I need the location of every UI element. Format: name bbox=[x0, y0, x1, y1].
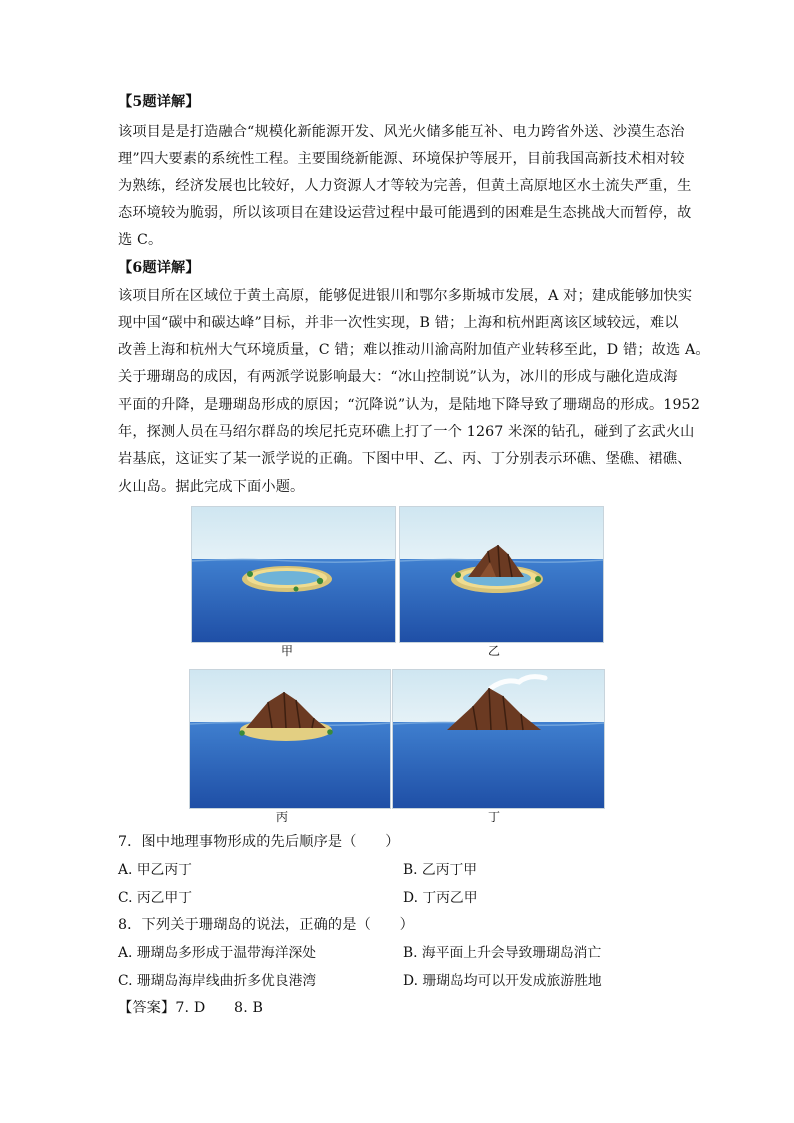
question-7-option-d: D. 丁丙乙甲 bbox=[403, 890, 478, 906]
section5-line: 态环境较为脆弱，所以该项目在建设运营过程中最可能遇到的困难是生态挑战大而暂停，故 bbox=[118, 205, 692, 221]
question-7-option-b: B. 乙丙丁甲 bbox=[403, 862, 478, 878]
intro-line: 火山岛。据此完成下面小题。 bbox=[118, 479, 305, 495]
section5-line: 该项目是是打造融合“规模化新能源开发、风光火储多能互补、电力跨省外送、沙漠生态治 bbox=[118, 124, 685, 140]
figure-atoll bbox=[191, 506, 396, 643]
section5-line: 为熟练，经济发展也比较好，人力资源人才等较为完善，但黄土高原地区水土流失严重，生 bbox=[118, 178, 692, 194]
question-8-option-b: B. 海平面上升会导致珊瑚岛消亡 bbox=[403, 945, 602, 961]
question-8-option-d: D. 珊瑚岛均可以开发成旅游胜地 bbox=[403, 973, 602, 989]
intro-line: 年，探测人员在马绍尔群岛的埃尼托克环礁上打了一个 1267 米深的钻孔，碰到了玄武火山 bbox=[118, 424, 695, 440]
section5-line: 理”四大要素的系统性工程。主要围绕新能源、环境保护等展开，目前我国高新技术相对较 bbox=[118, 151, 685, 167]
figure-caption: 甲 bbox=[280, 644, 293, 658]
question-7-option-a: A. 甲乙丙丁 bbox=[118, 862, 192, 878]
intro-line: 岩基底，这证实了某一派学说的正确。下图中甲、乙、丙、丁分别表示环礁、堡礁、裙礁、 bbox=[118, 451, 692, 467]
intro-line: 平面的升降，是珊瑚岛形成的原因；“沉降说”认为，是陆地下降导致了珊瑚岛的形成。1952 bbox=[118, 397, 701, 413]
section6-heading: 【6题详解】 bbox=[118, 260, 200, 276]
question-7-stem: 7．图中地理事物形成的先后顺序是（ ） bbox=[118, 834, 400, 850]
question-8-option-a: A. 珊瑚岛多形成于温带海洋深处 bbox=[118, 945, 317, 961]
section5-heading: 【5题详解】 bbox=[118, 94, 200, 110]
figure-barrier-reef bbox=[399, 506, 604, 643]
figure-fringing-reef bbox=[189, 669, 391, 809]
intro-line: 关于珊瑚岛的成因，有两派学说影响最大：“冰山控制说”认为，冰川的形成与融化造成海 bbox=[118, 369, 678, 385]
figure-caption: 乙 bbox=[487, 644, 500, 658]
section5-line: 选 C。 bbox=[118, 232, 163, 248]
answer-line: 【答案】7. D 8. B bbox=[118, 1000, 264, 1016]
figure-caption: 丙 bbox=[275, 810, 288, 824]
figure-caption: 丁 bbox=[487, 810, 500, 824]
section6-line: 该项目所在区域位于黄土高原，能够促进银川和鄂尔多斯城市发展，A 对；建成能够加快实 bbox=[118, 288, 693, 304]
section6-line: 改善上海和杭州大气环境质量，C 错；难以推动川渝高附加值产业转移至此，D 错；故选 A。 bbox=[118, 342, 710, 358]
question-7-option-c: C. 丙乙甲丁 bbox=[118, 890, 193, 906]
question-8-stem: 8．下列关于珊瑚岛的说法，正确的是（ ） bbox=[118, 917, 414, 933]
section6-line: 现中国“碳中和碳达峰”目标，并非一次性实现，B 错；上海和杭州距离该区域较远，难以 bbox=[118, 315, 679, 331]
figure-volcanic-island bbox=[392, 669, 605, 809]
question-8-option-c: C. 珊瑚岛海岸线曲折多优良港湾 bbox=[118, 973, 317, 989]
